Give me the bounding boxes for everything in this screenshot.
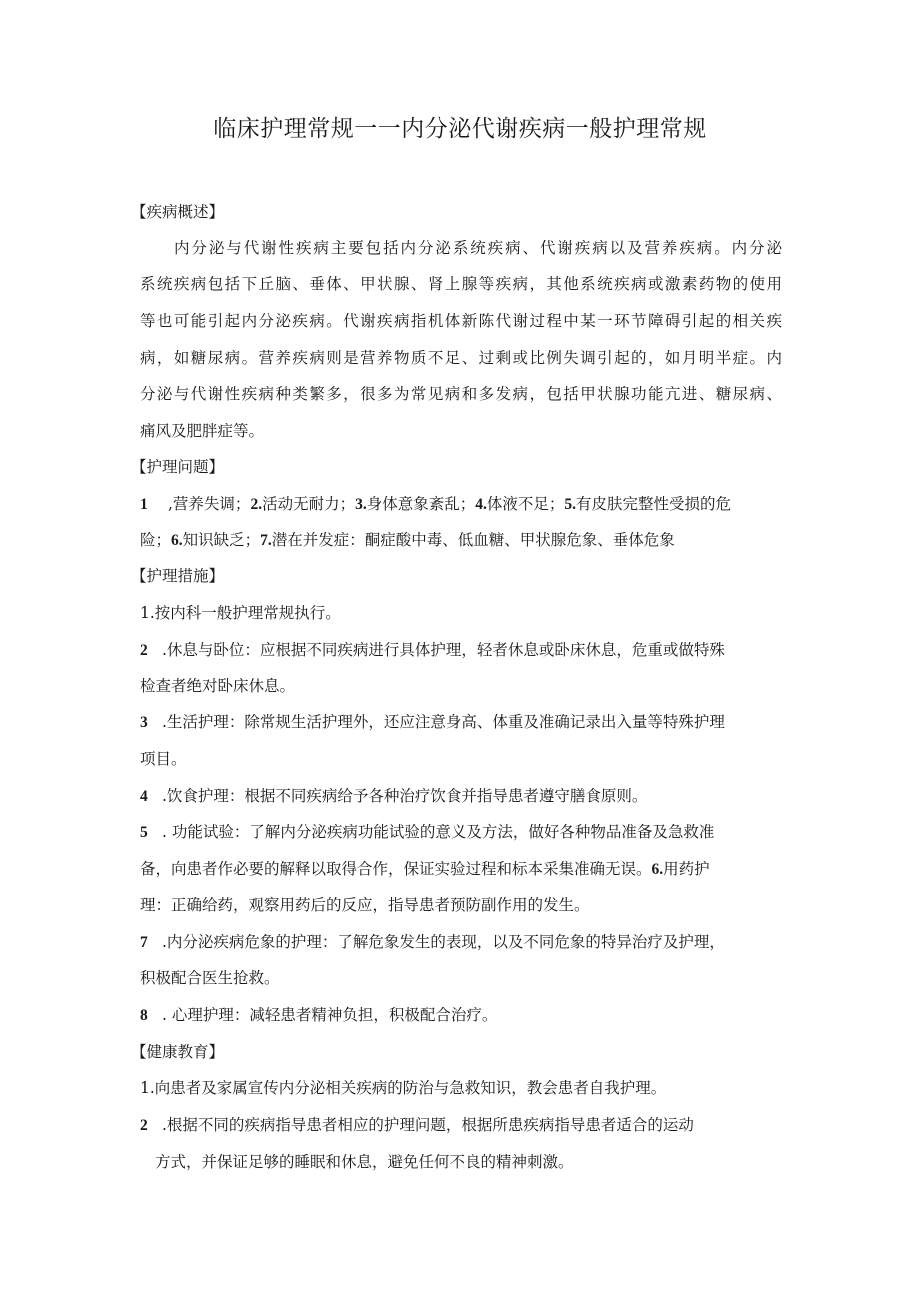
measure-item-2 xyxy=(140,639,725,662)
overview-line-3: 等也可能引起内分泌疾病。代谢疾病指机体新陈代谢过程中某一环节障碍引起的相关疾 xyxy=(140,312,782,330)
measure-number: 6. xyxy=(651,861,664,878)
measure-text: 备，向患者作必要的解释以取得合作，保证实验过程和标本采集准确无误。 xyxy=(140,860,652,878)
measure-text: . 功能试验：了解内分泌疾病功能试验的意义及方法，做好各种物品准备及急救准 xyxy=(162,823,715,841)
problem-number: 4. xyxy=(475,496,487,513)
measure-item-6-cont: 理：正确给药，观察用药后的反应，指导患者预防副作用的发生。 xyxy=(140,896,590,914)
measure-text: 用药护 xyxy=(663,860,710,878)
measure-number: 2 xyxy=(140,642,148,659)
measure-number: 4 xyxy=(140,788,148,805)
overview-line-6: 痛风及肥胖症等。 xyxy=(140,422,265,440)
overview-line-4: 病，如糖尿病。营养疾病则是营养物质不足、过剩或比例失调引起的，如月明半症。内 xyxy=(140,349,782,367)
problem-text: 体液不足； xyxy=(486,495,565,513)
education-item-1: 1.向患者及家属宣传内分泌相关疾病的防治与急救知识，教会患者自我护理。 xyxy=(140,1079,667,1097)
education-item-2-cont: 方式，并保证足够的睡眠和休息，避免任何不良的精神刺激。 xyxy=(155,1153,574,1171)
problem-text: 知识缺乏； xyxy=(182,531,261,549)
measure-item-7 xyxy=(140,931,725,954)
section-heading-problems: 【护理问题】 xyxy=(131,458,225,476)
problem-text: 险； xyxy=(140,531,172,549)
measure-item-5-cont xyxy=(140,858,710,881)
overview-line-5: 分泌与代谢性疾病种类繁多，很多为常见病和多发病，包括甲状腺功能亢进、糖尿病、 xyxy=(140,385,782,403)
problem-number: 3. xyxy=(355,496,367,513)
measure-item-2-cont: 检查者绝对卧床休息。 xyxy=(140,677,296,695)
section-heading-overview: 【疾病概述】 xyxy=(131,203,225,221)
measure-item-3-cont: 项目。 xyxy=(140,750,187,768)
problem-number: 7. xyxy=(260,532,272,549)
measure-item-4 xyxy=(140,785,647,808)
measure-item-7-cont: 积极配合医生抢救。 xyxy=(140,969,280,987)
measure-number: 8 xyxy=(140,1007,148,1024)
measure-number: 5 xyxy=(140,824,148,841)
problem-number: 5. xyxy=(564,496,576,513)
overview-line-2: 系统疾病包括下丘脑、垂体、甲状腺、肾上腺等疾病，其他系统疾病或激素药物的使用 xyxy=(140,275,782,293)
education-item-2 xyxy=(140,1114,694,1137)
problem-text: 身体意象紊乱； xyxy=(366,495,476,513)
problems-line-1 xyxy=(140,493,785,516)
measure-text: .饮食护理：根据不同疾病给予各种治疗饮食并指导患者遵守膳食原则。 xyxy=(162,787,648,805)
problem-text: 潜在并发症：酮症酸中毒、低血糖、甲状腺危象、垂体危象 xyxy=(271,531,675,549)
measure-item-8 xyxy=(140,1004,497,1027)
measure-text: . 心理护理：减轻患者精神负担，积极配合治疗。 xyxy=(162,1006,498,1024)
section-heading-education: 【健康教育】 xyxy=(131,1043,225,1061)
problem-number: 6. xyxy=(171,532,183,549)
problem-number: 2. xyxy=(250,496,263,513)
measure-number: 7 xyxy=(140,934,148,951)
problem-text: 有皮肤完整性受损的危 xyxy=(575,495,731,513)
section-heading-measures: 【护理措施】 xyxy=(131,567,225,585)
measure-text: .休息与卧位：应根据不同疾病进行具体护理，轻者休息或卧床休息，危重或做特殊 xyxy=(162,641,725,659)
measure-item-1: 1.按内科一般护理常规执行。 xyxy=(140,604,341,622)
problem-text: 活动无耐力； xyxy=(262,495,356,513)
overview-line-1: 内分泌与代谢性疾病主要包括内分泌系统疾病、代谢疾病以及营养疾病。内分泌 xyxy=(174,239,782,257)
document-title: 临床护理常规一一内分泌代谢疾病一般护理常规 xyxy=(213,116,707,142)
measure-item-3 xyxy=(140,711,725,734)
measure-text: .生活护理：除常规生活护理外，还应注意身高、体重及准确记录出入量等特殊护理 xyxy=(162,713,725,731)
problem-number: 1 xyxy=(140,496,148,513)
measure-item-5 xyxy=(140,821,714,844)
problem-text: ,营养失调； xyxy=(168,495,251,513)
problems-line-2 xyxy=(140,529,675,552)
education-text: .根据不同的疾病指导患者相应的护理问题，根据所患疾病指导患者适合的运动 xyxy=(162,1116,694,1134)
education-number: 2 xyxy=(140,1117,148,1134)
measure-number: 3 xyxy=(140,714,148,731)
measure-text: .内分泌疾病危象的护理：了解危象发生的表现，以及不同危象的特异治疗及护理， xyxy=(162,933,725,951)
